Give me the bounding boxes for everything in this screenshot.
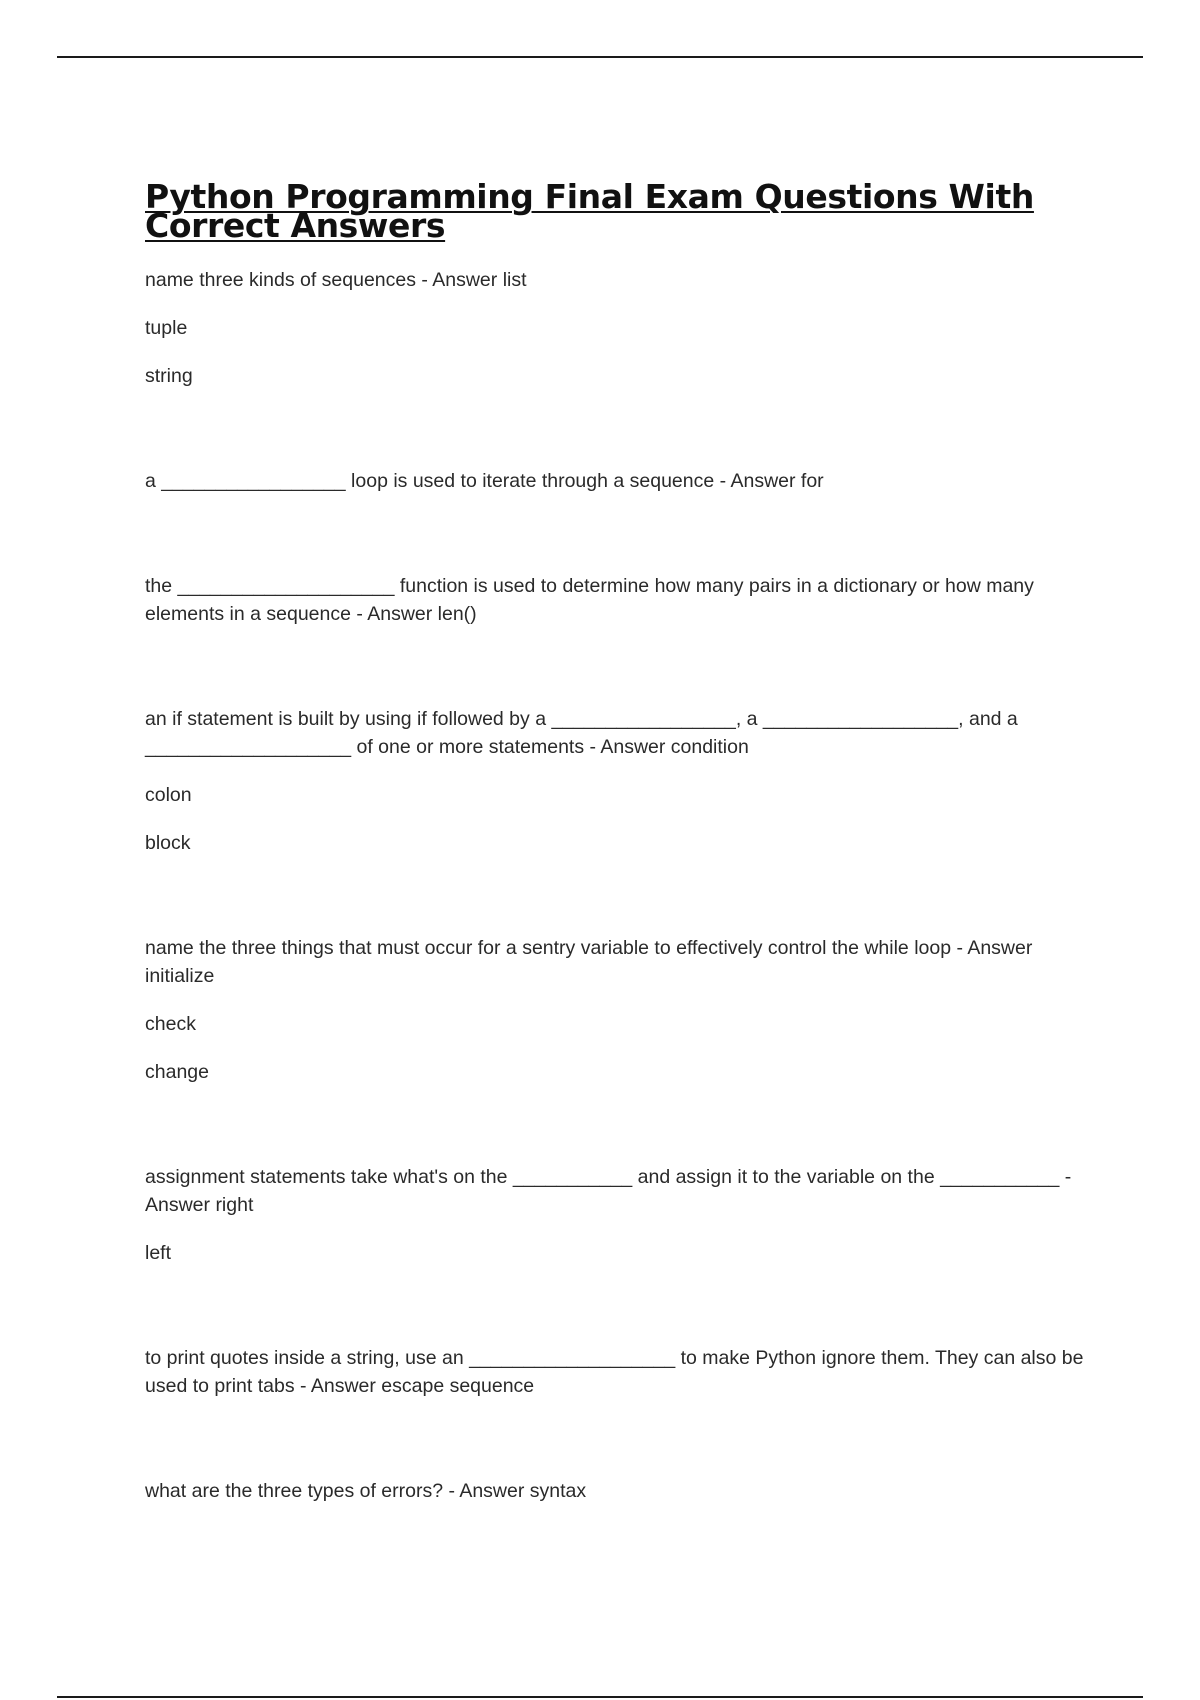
footer-rule (57, 1696, 1143, 1698)
document-body (145, 177, 1090, 1505)
question-block (145, 705, 1090, 857)
question-text: name the three things that must occur for a sentry variable to effectively control the while loop - Answer initialize (145, 937, 1033, 987)
question-block (145, 572, 1090, 628)
header-rule (57, 56, 1143, 58)
question-block (145, 1477, 1090, 1505)
answer-line: tuple (145, 317, 188, 339)
question-text: to print quotes inside a string, use an ___________________ to make Python ignore them. They can also be used to print tabs - Answer escape sequence (145, 1347, 1084, 1397)
answer-line: colon (145, 784, 192, 806)
question-block (145, 1163, 1090, 1267)
question-text: assignment statements take what's on the ___________ and assign it to the variable on the ___________ - Answer right (145, 1166, 1072, 1216)
question-block (145, 934, 1090, 1086)
document-title (145, 177, 1090, 245)
question-text: the ____________________ function is used to determine how many pairs in a dictionary or how many elements in a sequence - Answer len() (145, 575, 1034, 625)
question-block (145, 266, 1090, 390)
question-text: an if statement is built by using if followed by a _________________, a __________________, and a ___________________ of one or more statements - Answer condition (145, 708, 1018, 758)
answer-line: change (145, 1061, 209, 1083)
question-text: name three kinds of sequences - Answer list (145, 269, 527, 291)
question-text: a _________________ loop is used to iterate through a sequence - Answer for (145, 470, 824, 492)
answer-line: left (145, 1242, 172, 1264)
question-block (145, 467, 1090, 495)
question-text: what are the three types of errors? - Answer syntax (145, 1480, 587, 1502)
document-title-text: Python Programming Final Exam Questions With Correct Answers (145, 177, 1034, 245)
answer-line: block (145, 832, 191, 854)
answer-line: string (145, 365, 193, 387)
question-block (145, 1344, 1090, 1400)
answer-line: check (145, 1013, 196, 1035)
